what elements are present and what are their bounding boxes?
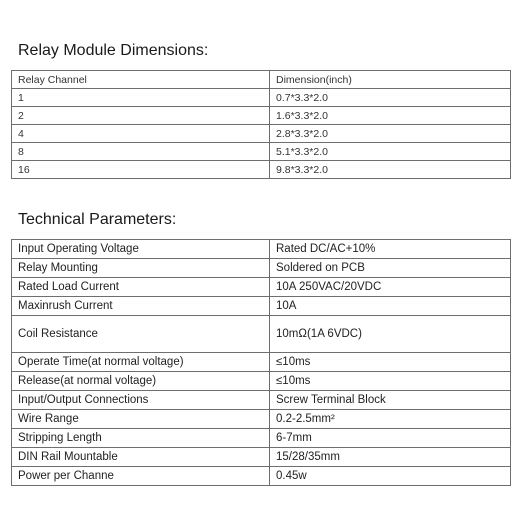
parameter-name-cell: Input Operating Voltage bbox=[12, 240, 270, 259]
relay-channel-cell: 16 bbox=[12, 161, 270, 179]
parameter-name-cell: Stripping Length bbox=[12, 429, 270, 448]
parameter-name-cell: DIN Rail Mountable bbox=[12, 448, 270, 467]
technical-parameters-table bbox=[11, 239, 511, 486]
dimension-cell: 9.8*3.3*2.0 bbox=[270, 161, 511, 179]
relay-channel-cell: 2 bbox=[12, 107, 270, 125]
parameter-value-cell: Soldered on PCB bbox=[270, 259, 511, 278]
parameter-value-cell: 0.2-2.5mm² bbox=[270, 410, 511, 429]
relay-channel-cell: 4 bbox=[12, 125, 270, 143]
parameter-value-cell: 10A 250VAC/20VDC bbox=[270, 278, 511, 297]
table-row bbox=[12, 161, 511, 179]
column-header-dimension: Dimension(inch) bbox=[270, 71, 511, 89]
table-row bbox=[12, 429, 511, 448]
table-row bbox=[12, 240, 511, 259]
parameter-name-cell: Maxinrush Current bbox=[12, 297, 270, 316]
dimension-cell: 0.7*3.3*2.0 bbox=[270, 89, 511, 107]
parameter-name-cell: Coil Resistance bbox=[12, 316, 270, 353]
parameter-name-cell: Release(at normal voltage) bbox=[12, 372, 270, 391]
table-row bbox=[12, 107, 511, 125]
relay-channel-cell: 1 bbox=[12, 89, 270, 107]
parameter-value-cell: ≤10ms bbox=[270, 372, 511, 391]
table-row bbox=[12, 372, 511, 391]
table-row bbox=[12, 391, 511, 410]
column-header-relay-channel: Relay Channel bbox=[12, 71, 270, 89]
parameter-name-cell: Operate Time(at normal voltage) bbox=[12, 353, 270, 372]
table-row bbox=[12, 467, 511, 486]
table-row bbox=[12, 278, 511, 297]
relay-channel-cell: 8 bbox=[12, 143, 270, 161]
parameter-value-cell: 10A bbox=[270, 297, 511, 316]
parameter-value-cell: Screw Terminal Block bbox=[270, 391, 511, 410]
table-row bbox=[12, 143, 511, 161]
technical-parameters-heading: Technical Parameters: bbox=[18, 211, 177, 228]
table-row bbox=[12, 125, 511, 143]
parameter-value-cell: 0.45w bbox=[270, 467, 511, 486]
table-row bbox=[12, 410, 511, 429]
parameter-name-cell: Wire Range bbox=[12, 410, 270, 429]
dimension-cell: 5.1*3.3*2.0 bbox=[270, 143, 511, 161]
table-row bbox=[12, 259, 511, 278]
parameter-name-cell: Rated Load Current bbox=[12, 278, 270, 297]
parameter-value-cell: 10mΩ(1A 6VDC) bbox=[270, 316, 511, 353]
table-row bbox=[12, 297, 511, 316]
parameter-value-cell: ≤10ms bbox=[270, 353, 511, 372]
table-row bbox=[12, 448, 511, 467]
table-header-row bbox=[12, 71, 511, 89]
table-row bbox=[12, 89, 511, 107]
table-row bbox=[12, 316, 511, 353]
dimensions-table bbox=[11, 70, 511, 179]
parameter-value-cell: 6-7mm bbox=[270, 429, 511, 448]
dimension-cell: 2.8*3.3*2.0 bbox=[270, 125, 511, 143]
dimensions-heading: Relay Module Dimensions: bbox=[18, 42, 209, 59]
parameter-name-cell: Power per Channe bbox=[12, 467, 270, 486]
table-row bbox=[12, 353, 511, 372]
parameter-value-cell: 15/28/35mm bbox=[270, 448, 511, 467]
parameter-name-cell: Relay Mounting bbox=[12, 259, 270, 278]
parameter-name-cell: Input/Output Connections bbox=[12, 391, 270, 410]
dimension-cell: 1.6*3.3*2.0 bbox=[270, 107, 511, 125]
parameter-value-cell: Rated DC/AC+10% bbox=[270, 240, 511, 259]
